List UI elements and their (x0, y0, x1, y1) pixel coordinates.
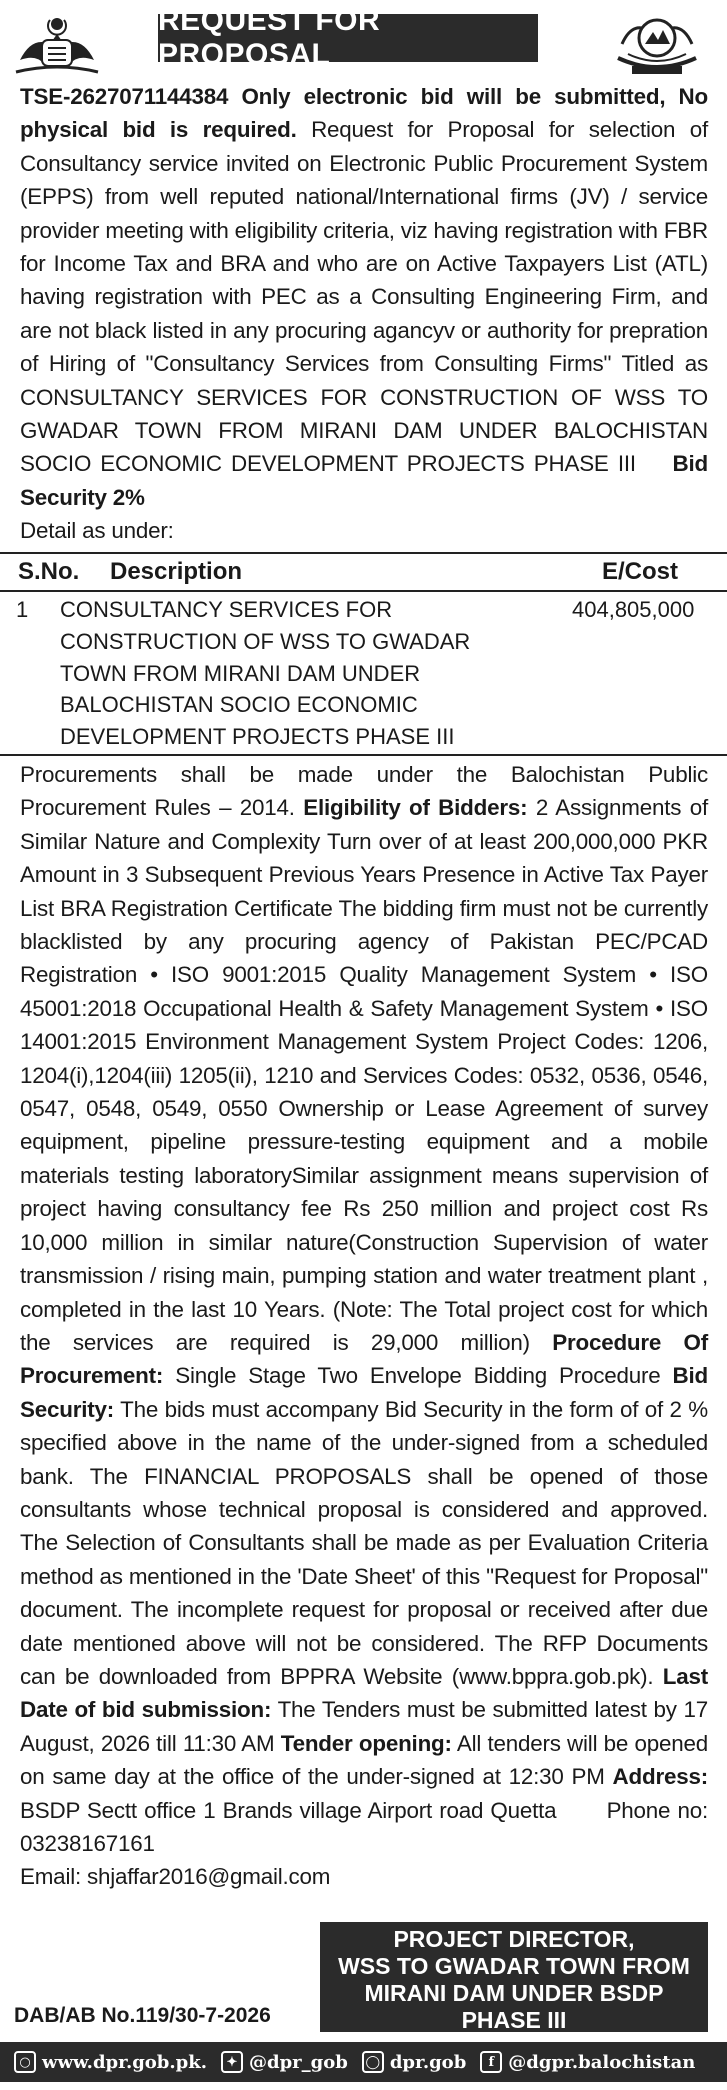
page-title: REQUEST FOR PROPOSAL (158, 14, 538, 62)
signature-line: PROJECT DIRECTOR, (393, 1926, 635, 1952)
instagram-text: dpr.gob (389, 2051, 467, 2073)
intro-paragraph (20, 80, 708, 548)
instagram-icon: ◯ (362, 2051, 384, 2073)
twitter-icon: ✦ (221, 2051, 243, 2073)
signature-line: PHASE III (461, 2007, 567, 2033)
footer-bar (0, 2042, 727, 2082)
eligibility-text: 2 Assignments of Similar Nature and Complexity Turn over of at least 200,000,000 PKR Amount in 3 Subsequent Previous Years Presence in Active Tax Payer List BRA Registration Certificate The bidding firm must not be currently blacklisted by any procuring agency of Pakistan PEC/PCAD Registration • ISO 9001:2015 Quality Management System • ISO 45001:2018 Occupational Health & Safety Management System • ISO 14001:2015 Environment Management System Project Codes: 1206, 1204(i),1204(iii) 1205(ii), 1210 and Services Codes: 0532, 0536, 0546, 0547, 0548, 0549, 0550 Ownership or Lease Agreement of survey equipment, pipeline pressure-testing equipment and a mobile materials testing laboratorySimilar assignment means supervision of project having consultancy fee Rs 250 million and project cost Rs 10,000 million in similar nature(Construction Supervision of water transmission / rising main, pumping station and water treatment plant , completed in the last 10 Years. (Note: The Total project cost for which the services are required is 29,000 million) (20, 795, 708, 1355)
facebook-icon: f (480, 2051, 502, 2073)
procedure-text: Single Stage Two Envelope Bidding Procedure (163, 1363, 673, 1389)
address-label: Address: (612, 1764, 708, 1790)
reference-number: DAB/AB No.119/30-7-2026 (14, 2004, 271, 2027)
bid-security-text: The bids must accompany Bid Security in the form of of 2 % specified above in the name of the under-signed from a scheduled bank. The FINANCIAL PROPOSALS shall be opened of those consultants whose technical proposal is considered and approved. The Selection of Consultants shall be made as per Evaluation Criteria method as mentioned in the 'Date Sheet' of this "Request for Proposal" document. The incomplete request for proposal or received after due date mentioned above will not be considered. The RFP Documents can be downloaded from BPPRA Website (www.bppra.gob.pk). (20, 1396, 708, 1689)
detail-label: Detail as under: (20, 518, 174, 544)
row-cost: 404,805,000 (572, 597, 695, 622)
email-address: Email: shjaffar2016@gmail.com (20, 1864, 331, 1890)
phone-number: Phone no: 03238167161 (20, 1797, 708, 1856)
twitter-text: @dpr_gob (248, 2051, 348, 2073)
address-text: BSDP Sectt office 1 Brands village Airport road Quetta (20, 1797, 557, 1823)
last-date-label: Last Date of bid submission: (20, 1663, 708, 1723)
terms-paragraph (20, 758, 708, 1894)
footer-twitter[interactable] (221, 2051, 348, 2073)
globe-icon: ○ (14, 2051, 36, 2073)
tender-opening-label: Tender opening: (280, 1730, 452, 1756)
facebook-text: @dgpr.balochistan (508, 2051, 696, 2073)
footer-instagram[interactable] (362, 2051, 466, 2073)
tender-opening-text: All tenders will be opened on same day at the office of the under-signed at 12:30 PM (20, 1730, 708, 1790)
table-header (0, 552, 727, 592)
footer-website[interactable] (14, 2051, 207, 2073)
rules-text: Procurements shall be made under the Balochistan Public Procurement Rules – 2014. (20, 762, 708, 821)
row-description: CONSULTANCY SERVICES FOR CONSTRUCTION OF WSS TO GWADAR TOWN FROM MIRANI DAM UNDER BALOCHISTAN SOCIO ECONOMIC DEVELOPMENT PROJECTS PHASE III (60, 597, 471, 750)
bid-security-label: Bid Security: (20, 1363, 708, 1422)
balochistan-emblem-logo (12, 14, 102, 78)
footer-facebook[interactable] (480, 2051, 695, 2073)
col-desc-header: Description (110, 558, 243, 585)
bsdp-logo (612, 14, 702, 78)
bid-security-note: Bid Security 2% (20, 451, 708, 510)
signature-line: MIRANI DAM UNDER BSDP (364, 1980, 664, 2006)
col-sno-header: S.No. (18, 558, 80, 585)
col-cost-header: E/Cost (602, 558, 679, 585)
eligibility-label: Eligibility of Bidders: (303, 795, 528, 821)
row-sno: 1 (16, 597, 29, 622)
website-text: www.dpr.gob.pk. (42, 2051, 207, 2073)
signature-block (320, 1922, 708, 2032)
signature-line: WSS TO GWADAR TOWN FROM (338, 1953, 690, 1979)
intro-text: Request for Proposal for selection of Consultancy service invited on Electronic Public Procurement System (EPPS) from well reputed national/International firms (JV) / service provider meeting with eligibility criteria, viz having registration with FBR for Income Tax and BRA and who are on Active Taxpayers List (ATL) having registration with PEC as a Consulting Engineering Firm, and are not black listed in any procuring agancyv or authority for prepration of Hiring of "Consultancy Services from Consulting Firms" Titled as CONSULTANCY SERVICES FOR CONSTRUCTION OF WSS TO GWADAR TOWN FROM MIRANI DAM UNDER BALOCHISTAN SOCIO ECONOMIC DEVELOPMENT PROJECTS PHASE III (20, 117, 709, 477)
procedure-label: Procedure Of Procurement: (20, 1329, 708, 1389)
tender-id-lead: TSE-2627071144384 Only electronic bid will be submitted, No physical bid is required. (20, 84, 708, 143)
last-date-text: The Tenders must be submitted latest by 17 August, 2026 till 11:30 AM (20, 1697, 708, 1756)
table-row (0, 590, 727, 756)
